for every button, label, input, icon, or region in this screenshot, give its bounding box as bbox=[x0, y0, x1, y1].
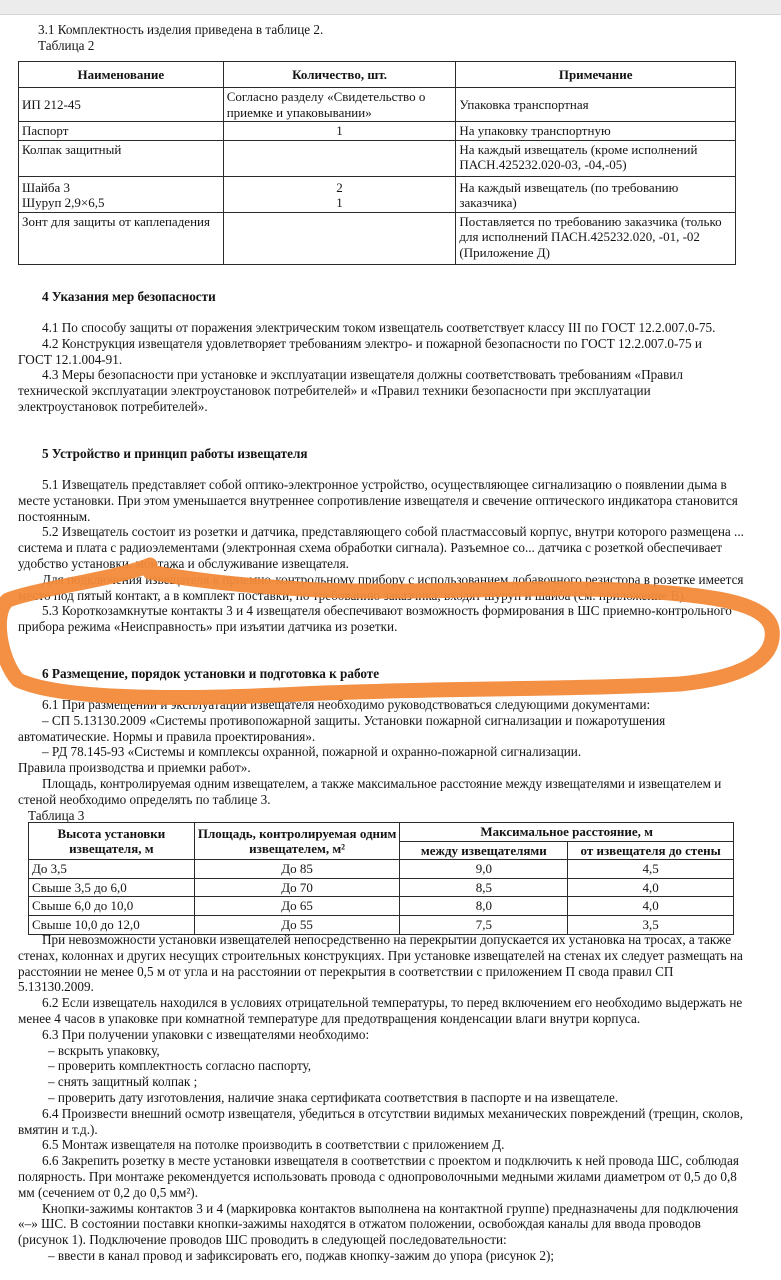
table-cell: Шайба 3 Шуруп 2,9×6,5 bbox=[19, 176, 224, 212]
table-row bbox=[29, 878, 734, 897]
list-item: – снять защитный колпак ; bbox=[48, 1074, 198, 1090]
table-cell: Упаковка транспортная bbox=[456, 88, 736, 122]
table-cell: До 70 bbox=[194, 878, 400, 897]
after-p1: При невозможности установки извещателей непосредственно на перекрытии допускается их установка на тросах, а также стенах, колоннах и других несущих строительных конструкциях. При установке извещателей на стенах их следует размещать на расстоянии не менее 0,5 м от угла и на расстоянии от перекрытия в соответствии с приложением П свода правил СП 5.13130.2009. bbox=[18, 932, 743, 995]
section4-body bbox=[18, 320, 738, 415]
section6-p3: – РД 78.145-93 «Системы и комплексы охранной, пожарной и охранно-пожарной сигнализации. bbox=[42, 744, 582, 760]
table3-header-between: между извещателями bbox=[400, 841, 568, 860]
section4-title: 4 Указания мер безопасности bbox=[42, 289, 216, 304]
table3-header-maxdist: Максимальное расстояние, м bbox=[400, 823, 734, 842]
section5-title: 5 Устройство и принцип работы извещателя bbox=[42, 446, 308, 461]
section4-p3: 4.3 Меры безопасности при установке и эксплуатации извещателя должны соответствовать требованиям «Правил технической эксплуатации электроустановок потребителей» и «Правил техники безопасности при эксплуатации электроустановок потребителей». bbox=[18, 367, 683, 414]
list-item: – ввести в канал провод и зафиксировать его, поджав кнопку-зажим до упора (рисунок 2); bbox=[48, 1247, 555, 1263]
table-cell: 4,0 bbox=[568, 897, 734, 916]
section6-title: 6 Размещение, порядок установки и подготовка к работе bbox=[42, 666, 380, 681]
table-cell bbox=[223, 212, 456, 264]
table-row bbox=[19, 122, 736, 141]
table3-header-height: Высота установки извещателя, м bbox=[29, 823, 195, 860]
section6-p1: 6.1 При размещении и эксплуатации извещателя необходимо руководствоваться следующими документами: bbox=[42, 697, 651, 712]
intro bbox=[20, 22, 781, 54]
table2-header-note: Примечание bbox=[456, 62, 736, 88]
top-bar bbox=[0, 0, 781, 15]
table-cell: Свыше 3,5 до 6,0 bbox=[29, 878, 195, 897]
table-row bbox=[29, 897, 734, 916]
table-row bbox=[19, 140, 736, 176]
list-item: – вскрыть упаковку, bbox=[48, 1042, 160, 1058]
table-cell: 8,5 bbox=[400, 878, 568, 897]
section4-p2: 4.2 Конструкция извещателя удовлетворяет требованиям электро- и пожарной безопасности по ГОСТ 12.2.007.0-75 и ГОСТ 12.1.004-91. bbox=[18, 335, 702, 367]
table-cell: Согласно разделу «Свидетельство о приемке и упаковывании» bbox=[223, 88, 456, 122]
section6-continued bbox=[18, 932, 750, 1264]
table3-header-wall: от извещателя до стены bbox=[568, 841, 734, 860]
table-cell: Свыше 10,0 до 12,0 bbox=[29, 915, 195, 934]
section6-p4: Площадь, контролируемая одним извещателем, а также максимальное расстояние между извещателями и извещателем и стеной необходимо определять по таблице 3. bbox=[18, 775, 722, 807]
table2-header-name: Наименование bbox=[19, 62, 224, 88]
table2-header-qty: Количество, шт. bbox=[223, 62, 456, 88]
table-cell: 7,5 bbox=[400, 915, 568, 934]
table-cell: 4,5 bbox=[568, 860, 734, 879]
table-cell: Зонт для защиты от каплепадения bbox=[19, 212, 224, 264]
section5-p3: Для подключения извещателя к приемно-контрольному прибору с использованием добавочного резистора в розетке имеется место под пятый контакт, а в комплект поставки, по требованию заказчика, входят шуруп и шайба (см. приложение В). bbox=[18, 571, 744, 603]
table-cell: 1 bbox=[223, 122, 456, 141]
list-item: – проверить дату изготовления, наличие знака сертификата соответствия в паспорте и на извещателе. bbox=[48, 1089, 619, 1105]
table3-header-area: Площадь, контролируемая одним извещателем, м² bbox=[194, 823, 400, 860]
table2-caption: Таблица 2 bbox=[38, 37, 95, 53]
table-cell: 3,5 bbox=[568, 915, 734, 934]
table-cell: 9,0 bbox=[400, 860, 568, 879]
section5-p4: 5.3 Короткозамкнутые контакты 3 и 4 извещателя обеспечивают возможность формирования в ШС приемно-контрольного прибора режима «Неисправность» при изъятии датчика из розетки. bbox=[18, 603, 732, 635]
table-cell: ИП 212-45 bbox=[19, 88, 224, 122]
table-row bbox=[29, 860, 734, 879]
table-cell: 4,0 bbox=[568, 878, 734, 897]
section5-body bbox=[18, 477, 746, 635]
table-cell: До 3,5 bbox=[29, 860, 195, 879]
section5-p1: 5.1 Извещатель представляет собой оптико-электронное устройство, осуществляющее сигнализацию о появлении дыма в месте установки. При этом уменьшается внутреннее сопротивление извещателя и свечение оптического индикатора становится постоянным. bbox=[18, 477, 738, 524]
section4-p1: 4.1 По способу защиты от поражения электрическим током извещатель соответствует классу III по ГОСТ 12.2.007.0-75. bbox=[42, 320, 716, 335]
table-cell: Поставляется по требованию заказчика (только для исполнений ПАСН.425232.020, -01, -02 (Приложение Д) bbox=[456, 212, 736, 264]
section5-p2: 5.2 Извещатель состоит из розетки и датчика, представляющего собой пластмассовый корпус, внутри которого размещена ... система и плата с радиоэлементами (электронная схема обработки сигнала). Разъемное со... датчика с розеткой обеспечивает удобство установки, монтажа и обслуживание извещателя. bbox=[18, 524, 744, 571]
after-p7: Кнопки-зажимы контактов 3 и 4 (маркировка контактов выполнена на контактной группе) предназначены для подключения «–» ШС. В состоянии поставки кнопки-зажимы находятся в отжатом положении, освобождая каналы для ввода проводов (рисунок 1). Подключение проводов ШС проводить в следующей последовательности: bbox=[18, 1200, 739, 1248]
table-cell: На каждый извещатель (кроме исполнений ПАСН.425232.020-03, -04,-05) bbox=[456, 140, 736, 176]
table-cell: Паспорт bbox=[19, 122, 224, 141]
list-item: – проверить комплектность согласно паспорту, bbox=[48, 1058, 312, 1074]
section6-p3b: Правила производства и приемки работ». bbox=[18, 760, 251, 776]
table-3 bbox=[28, 822, 734, 935]
table-cell: Колпак защитный bbox=[19, 140, 224, 176]
after-p4: 6.4 Произвести внешний осмотр извещателя, убедиться в отсутствии видимых механических повреждений (трещин, сколов, вмятин и т.д.). bbox=[18, 1105, 744, 1137]
table3-caption: Таблица 3 bbox=[28, 807, 85, 823]
table-2 bbox=[18, 61, 736, 265]
table-row bbox=[19, 176, 736, 212]
intro-line: 3.1 Комплектность изделия приведена в таблице 2. bbox=[38, 22, 324, 37]
table-cell: 8,0 bbox=[400, 897, 568, 916]
table-cell: На упаковку транспортную bbox=[456, 122, 736, 141]
table-cell: До 85 bbox=[194, 860, 400, 879]
table-cell: 2 1 bbox=[223, 176, 456, 212]
after-p2: 6.2 Если извещатель находился в условиях отрицательной температуры, то перед включением его необходимо выдержать не менее 4 часов в упаковке при комнатной температуре для предотвращения конденсации влаги внутри корпуса. bbox=[18, 995, 743, 1026]
table-cell: До 65 bbox=[194, 897, 400, 916]
after-p6: 6.6 Закрепить розетку в месте установки извещателя в соответствии с проектом и подключить к ней провода ШС, соблюдая полярность. При монтаже рекомендуется использовать провода с однопроволочными медными жилами диаметром от 0,5 до 0,8 мм (сечением от 0,2 до 0,5 мм²). bbox=[18, 1153, 739, 1200]
after-p5: 6.5 Монтаж извещателя на потолке производить в соответствии с приложением Д. bbox=[42, 1137, 505, 1153]
table-cell: Свыше 6,0 до 10,0 bbox=[29, 897, 195, 916]
section6-p2: – СП 5.13130.2009 «Системы противопожарной защиты. Установки пожарной сигнализации и пожаротушения автоматические. Нормы и правила проектирования». bbox=[18, 712, 666, 744]
after-p3: 6.3 При получении упаковки с извещателями необходимо: bbox=[42, 1026, 370, 1042]
table-cell: На каждый извещатель (по требованию заказчика) bbox=[456, 176, 736, 212]
table-row bbox=[19, 212, 736, 264]
table-cell: До 55 bbox=[194, 915, 400, 934]
section6-body bbox=[18, 697, 728, 823]
table-row bbox=[19, 88, 736, 122]
table-cell bbox=[223, 140, 456, 176]
